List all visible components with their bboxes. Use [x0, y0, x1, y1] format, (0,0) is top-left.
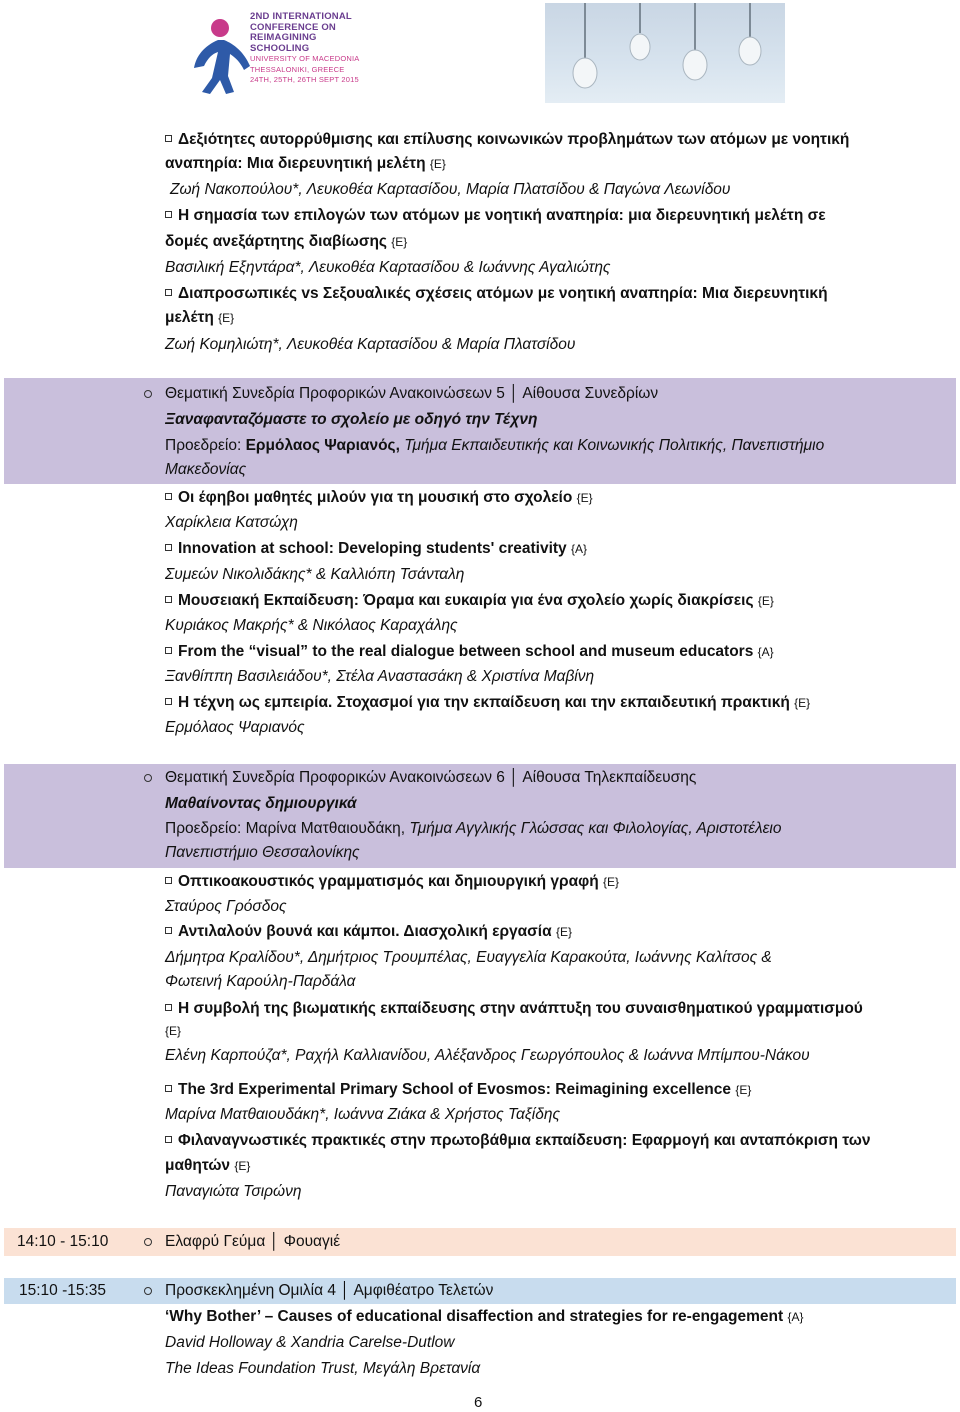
bullet-square-icon — [165, 1004, 172, 1011]
paper-title: Διαπροσωπικές vs Σεξουαλικές σχέσεις ατόμων με νοητική αναπηρία: Μια διερευνητική — [165, 284, 828, 304]
bullet-circle-icon — [144, 774, 152, 782]
bullet-square-icon — [165, 698, 172, 705]
paper-title-cont: αναπηρία: Μια διερευνητική μελέτη {E} — [165, 155, 446, 172]
paper-title: Η σημασία των επιλογών των ατόμων με νοητική αναπηρία: μια διερευνητική μελέτη σε — [165, 206, 826, 226]
paper-authors: Κυριάκος Μακρής* & Νικόλαος Καραχάλης — [165, 617, 458, 634]
bullet-square-icon — [165, 544, 172, 551]
paper-title: From the “visual” to the real dialogue between school and museum educators {A} — [165, 642, 774, 662]
bullet-square-icon — [165, 289, 172, 296]
paper-authors: Ελένη Καρπούζα*, Ραχήλ Καλλιανίδου, Αλέξανδρος Γεωργόπουλος & Ιωάννα Μπίμπου-Νάκου — [165, 1047, 810, 1064]
paper-authors: Σταύρος Γρόσδος — [165, 898, 287, 915]
paper-title: Η τέχνη ως εμπειρία. Στοχασμοί για την εκπαίδευση και την εκπαιδευτική πρακτική {E} — [165, 693, 810, 713]
bullet-square-icon — [165, 493, 172, 500]
logo-sub-3: 24TH, 25TH, 26TH SEPT 2015 — [250, 75, 359, 84]
paper-title: Οπτικοακουστικός γραμματισμός και δημιουργική γραφή {E} — [165, 872, 619, 892]
session-theme: Μαθαίνοντας δημιουργικά — [165, 795, 357, 812]
session-chair: Προεδρείο: Ερμόλαος Ψαριανός, Τμήμα Εκπαιδευτικής και Κοινωνικής Πολιτικής, Πανεπιστήμιο — [165, 437, 825, 454]
paper-authors: Παναγιώτα Τσιρώνη — [165, 1183, 302, 1200]
paper-title: Οι έφηβοι μαθητές μιλούν για τη μουσική στο σχολείο {E} — [165, 488, 593, 508]
paper-title: Φιλαναγνωστικές πρακτικές στην πρωτοβάθμια εκπαίδευση: Εφαρμογή και ανταπόκριση των — [165, 1131, 871, 1151]
paper-title-cont: δομές ανεξάρτητης διαβίωσης {E} — [165, 233, 408, 250]
session-heading: Θεματική Συνεδρία Προφορικών Ανακοινώσεων 5 │ Αίθουσα Συνεδρίων — [165, 385, 659, 402]
paper-authors: Συμεών Νικολιδάκης* & Καλλιόπη Τσάνταλη — [165, 566, 465, 583]
paper-title: The 3rd Experimental Primary School of Evosmos: Reimagining excellence {E} — [165, 1080, 751, 1100]
bullet-circle-icon — [144, 1287, 152, 1295]
logo-figure-icon — [190, 16, 250, 96]
paper-authors: Ερμόλαος Ψαριανός — [165, 719, 305, 736]
session-heading: Θεματική Συνεδρία Προφορικών Ανακοινώσεων 6 │ Αίθουσα Τηλεκπαίδευσης — [165, 769, 697, 786]
invited-affiliation: The Ideas Foundation Trust, Μεγάλη Βρετανία — [165, 1360, 481, 1377]
logo-line-1: 2ND INTERNATIONAL — [250, 11, 352, 22]
lightbulbs-banner-image — [545, 3, 785, 103]
logo-line-3: REIMAGINING — [250, 32, 317, 43]
session-chair-affiliation: Πανεπιστήμιο Θεσσαλονίκης — [165, 844, 360, 861]
bullet-square-icon — [165, 927, 172, 934]
invited-title: ‘Why Bother’ – Causes of educational disaffection and strategies for re-engagement {A} — [165, 1308, 804, 1325]
logo-line-2: CONFERENCE ON — [250, 21, 336, 33]
paper-title-cont: μελέτη {E} — [165, 309, 235, 326]
bullet-square-icon — [165, 1136, 172, 1143]
lunch-time: 14:10 - 15:10 — [17, 1233, 109, 1250]
paper-authors: Βασιλική Εξηντάρα*, Λευκοθέα Καρτασίδου & Ιωάννης Αγαλιώτης — [165, 259, 611, 276]
bullet-square-icon — [165, 135, 172, 142]
invited-time: 15:10 -15:35 — [19, 1282, 107, 1299]
bullet-square-icon — [165, 1085, 172, 1092]
session-chair: Προεδρείο: Μαρίνα Ματθαιουδάκη, Τμήμα Αγγλικής Γλώσσας και Φιλολογίας, Αριστοτέλειο — [165, 820, 782, 837]
paper-authors: Μαρίνα Ματθαιουδάκη*, Ιωάννα Ζιάκα & Χρήστος Ταξίδης — [165, 1106, 561, 1123]
bullet-circle-icon — [144, 390, 152, 398]
lunch-label: Ελαφρύ Γεύμα │ Φουαγιέ — [165, 1233, 341, 1250]
paper-title: Η συμβολή της βιωματικής εκπαίδευσης στην ανάπτυξη του συναισθηματικού γραμματισμού — [165, 999, 863, 1019]
paper-language-tag: {E} — [165, 1024, 182, 1038]
paper-title: Δεξιότητες αυτορρύθμισης και επίλυσης κοινωνικών προβλημάτων των ατόμων με νοητική — [165, 130, 849, 150]
lightbulb-icon — [545, 3, 785, 103]
paper-authors: Δήμητρα Κραλίδου*, Δημήτριος Τρουμπέλας, Ευαγγελία Καρακούτα, Ιωάννης Καλίτσος & — [165, 949, 772, 966]
page-number: 6 — [474, 1394, 483, 1411]
logo-sub-2: THESSALONIKI, GREECE — [250, 64, 345, 74]
paper-title: Innovation at school: Developing students' creativity {A} — [165, 539, 587, 559]
conference-logo — [190, 10, 360, 100]
paper-title: Μουσειακή Εκπαίδευση: Όραμα και ευκαιρία για ένα σχολείο χωρίς διακρίσεις {E} — [165, 591, 774, 611]
invited-heading: Προσκεκλημένη Ομιλία 4 │ Αμφιθέατρο Τελετών — [165, 1282, 494, 1299]
bullet-circle-icon — [144, 1238, 152, 1246]
paper-title: Αντιλαλούν βουνά και κάμποι. Διασχολική εργασία {E} — [165, 922, 572, 942]
paper-authors-cont: Φωτεινή Καρούλη-Παρδάλα — [165, 973, 356, 990]
logo-sub-1: UNIVERSITY OF MACEDONIA — [250, 54, 360, 63]
bullet-square-icon — [165, 596, 172, 603]
bullet-square-icon — [165, 647, 172, 654]
paper-authors: Ζωή Νακοπούλου*, Λευκοθέα Καρτασίδου, Μαρία Πλατσίδου & Παγώνα Λεωνίδου — [170, 181, 731, 198]
logo-line-4: SCHOOLING — [250, 42, 310, 54]
session-theme: Ξαναφανταζόμαστε το σχολείο με οδηγό την Τέχνη — [165, 411, 538, 428]
paper-authors: Ζωή Κομηλιώτη*, Λευκοθέα Καρτασίδου & Μαρία Πλατσίδου — [165, 336, 576, 353]
bullet-square-icon — [165, 211, 172, 218]
session-chair-affiliation: Μακεδονίας — [165, 461, 247, 478]
paper-title-cont: μαθητών {E} — [165, 1157, 251, 1174]
invited-speakers: David Holloway & Xandria Carelse-Dutlow — [165, 1334, 455, 1351]
paper-authors: Ξανθίππη Βασιλειάδου*, Στέλα Αναστασάκη & Χριστίνα Μαβίνη — [165, 668, 595, 685]
paper-authors: Χαρίκλεια Κατσώχη — [165, 514, 298, 531]
bullet-square-icon — [165, 877, 172, 884]
